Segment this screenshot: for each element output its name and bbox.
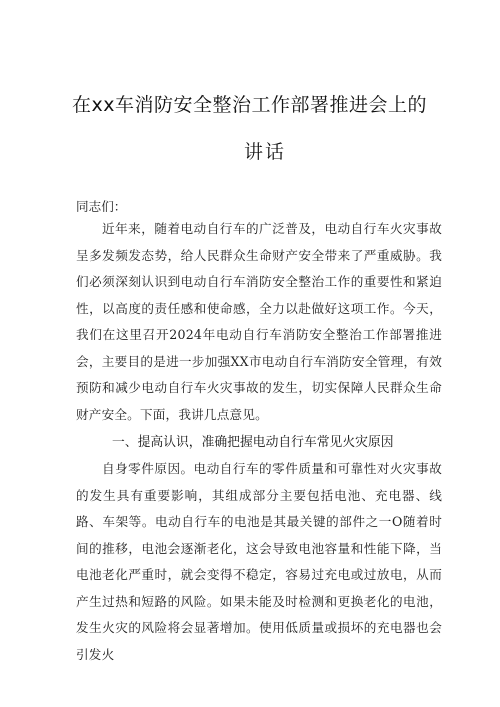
section-heading: 一、提高认识，准确把握电动自行车常见火灾原因 [112,435,394,450]
paragraph-intro: 近年来，随着电动自行车的广泛普及，电动自行车火灾事故呈多发频发态势，给人民群众生命财产安全带来了严重威胁。我们必须深刻认识到电动自行车消防安全整治工作的重要性和紧迫性，以高度的责任感和使命感，全力以赴做好这项工作。今天，我们在这里召开2024年电动自行车消防安全整治工作部署推进会，主要目的是进一步加强XX市电动自行车消防安全管理，有效预防和减少电动自行车火灾事故的发生，切实保障人民群众生命财产安全。下面，我讲几点意见。 [76,221,442,422]
paragraph-section1: 自身零件原因。电动自行车的零件质量和可靠性对火灾事故的发生具有重要影响，其组成部分主要包括电池、充电器、线路、车架等。电动自行车的电池是其最关键的部件之一O随着时间的推移，电池会逐渐老化，这会导致电池容量和性能下降，当电池老化严重时，就会变得不稳定，容易过充电或过放电，从而产生过热和短路的风险。如果未能及时检测和更换老化的电池，发生火灾的风险将会显著增加。使用低质量或损坏的充电器也会引发火 [76,461,442,662]
document-title-line2: 讲话 [243,141,286,163]
document-title-line1: 在xx车消防安全整治工作部署推进会上的 [72,94,427,116]
salutation: 同志们： [76,199,127,214]
